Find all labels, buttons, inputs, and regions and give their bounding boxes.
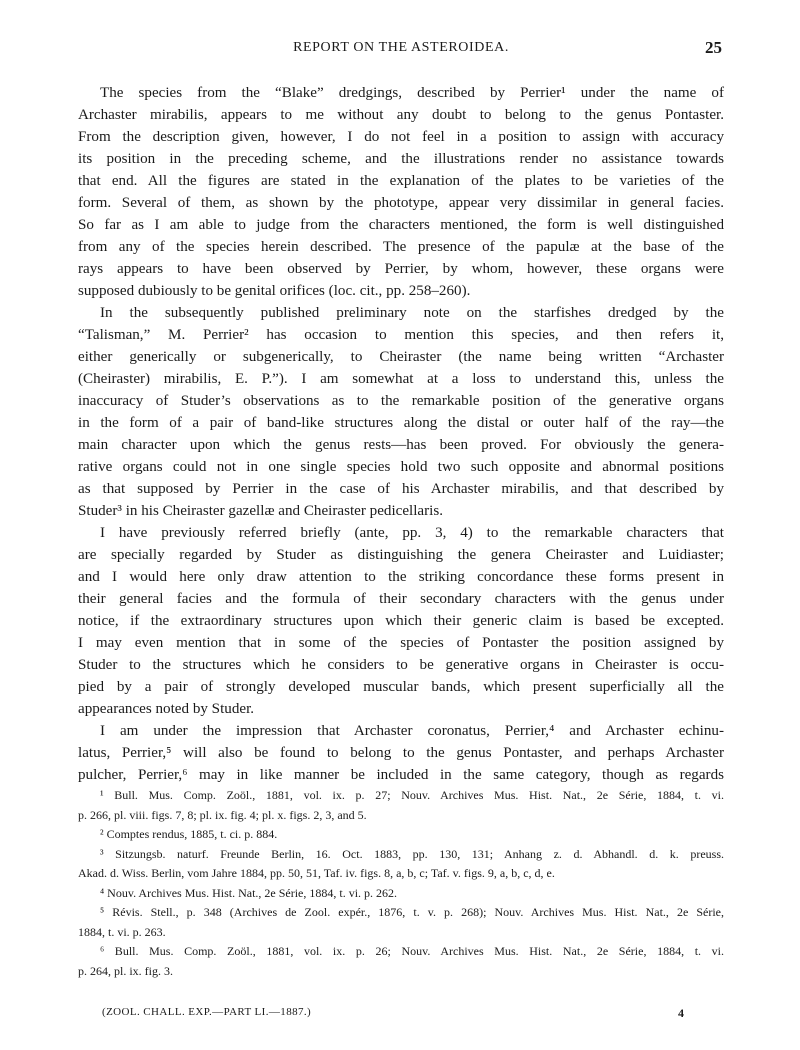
footnote-1-continued: p. 266, pl. viii. figs. 7, 8; pl. ix. fig. 4; pl. x. figs. 2, 3, and 5. (78, 807, 367, 822)
footnote-6-continued: p. 264, pl. ix. fig. 3. (78, 963, 173, 978)
text-line: The species from the “Blake” dredgings, described by Perrier¹ under the name of (100, 85, 724, 101)
page-header (78, 40, 724, 64)
text-line: that end. All the figures are stated in the explanation of the plates to be varieties of the (78, 173, 724, 189)
text-line: So far as I am able to judge from the characters mentioned, the form is well distinguished (78, 217, 724, 233)
running-head: REPORT ON THE ASTEROIDEA. (293, 40, 509, 55)
text-line: pied by a pair of strongly developed muscular bands, which present superficially all the (78, 679, 724, 695)
text-line: I have previously referred briefly (ante, pp. 3, 4) to the remarkable characters that (100, 525, 724, 541)
text-line: Studer³ in his Cheiraster gazellæ and Cheiraster pedicellaris. (78, 503, 443, 519)
footnote-2: ² Comptes rendus, 1885, t. ci. p. 884. (100, 827, 278, 841)
footnote-1: ¹ Bull. Mus. Comp. Zoöl., 1881, vol. ix. p. 27; Nouv. Archives Mus. Hist. Nat., 2e Série, 1884, t. vi. (100, 788, 724, 802)
text-line: latus, Perrier,⁵ will also be found to belong to the genus Pontaster, and perhaps Archaster (78, 745, 724, 761)
text-line: appearances noted by Studer. (78, 701, 255, 717)
text-line: From the description given, however, I do not feel in a position to assign with accuracy (78, 129, 724, 145)
page-number: 25 (705, 38, 722, 57)
text-line: in the form of a pair of band-like structures along the distal or outer half of the ray—the (78, 415, 724, 431)
text-line: (Cheiraster) mirabilis, E. P.”). I am somewhat at a loss to understand this, unless the (78, 371, 724, 387)
footnote-3-continued: Akad. d. Wiss. Berlin, vom Jahre 1884, pp. 50, 51, Taf. iv. figs. 8, a, b, c; Taf. v. figs. 9, a, b, c, d, e. (78, 866, 555, 880)
text-line: I am under the impression that Archaster coronatus, Perrier,⁴ and Archaster echinu- (100, 723, 724, 739)
paragraph (78, 720, 724, 786)
text-line: are specially regarded by Studer as distinguishing the genera Cheiraster and Luidiaster; (78, 547, 724, 563)
text-line: and I would here only draw attention to the striking concordance these forms present in (78, 569, 724, 585)
body-text (78, 82, 724, 786)
paragraph (78, 82, 724, 302)
footnotes (78, 786, 724, 981)
text-line: form. Several of them, as shown by the phototype, appear very dissimilar in general facies. (78, 195, 724, 211)
page-footer (102, 1006, 724, 1024)
text-line: Studer to the structures which he considers to be generative organs in Cheiraster is occu- (78, 657, 724, 673)
text-line: Archaster mirabilis, appears to me without any doubt to belong to the genus Pontaster. (78, 107, 724, 123)
text-line: supposed dubiously to be genital orifices (loc. cit., pp. 258–260). (78, 283, 471, 299)
text-line: inaccuracy of Studer’s observations as to the remarkable position of the generative organs (78, 393, 724, 409)
text-line: pulcher, Perrier,⁶ may in like manner be included in the same category, though as regards (78, 767, 724, 783)
footnote-4: ⁴ Nouv. Archives Mus. Hist. Nat., 2e Série, 1884, t. vi. p. 262. (100, 885, 398, 900)
footnote-6: ⁶ Bull. Mus. Comp. Zoöl., 1881, vol. ix. p. 26; Nouv. Archives Mus. Hist. Nat., 2e Série, 1884, t. vi. (100, 944, 724, 958)
text-line: their general facies and the formula of their secondary characters with the genus under (78, 591, 724, 607)
text-line: I may even mention that in some of the species of Pontaster the position assigned by (78, 635, 724, 651)
footnote-5-continued: 1884, t. vi. p. 263. (78, 924, 166, 939)
signature-mark: 4 (678, 1006, 684, 1020)
text-line: “Talisman,” M. Perrier² has occasion to mention this species, and then refers it, (78, 327, 724, 343)
text-line: as that supposed by Perrier in the case of his Archaster mirabilis, and that described by (78, 481, 724, 497)
text-line: rays appears to have been observed by Perrier, by whom, however, these organs were (78, 261, 724, 277)
footnote-3: ³ Sitzungsb. naturf. Freunde Berlin, 16. Oct. 1883, pp. 130, 131; Anhang z. d. Abhandl. d. k. preuss. (100, 846, 724, 861)
text-line: In the subsequently published preliminary note on the starfishes dredged by the (100, 305, 724, 321)
text-line: main character upon which the genus rests—has been proved. For obviously the genera- (78, 437, 724, 453)
text-line: rative organs could not in one single species hold two such opposite and abnormal positions (78, 459, 724, 475)
footnote-5: ⁵ Révis. Stell., p. 348 (Archives de Zool. expér., 1876, t. v. p. 268); Nouv. Archives Mus. Hist. Nat., 2e Série, (100, 905, 724, 919)
signature-line: (ZOOL. CHALL. EXP.—PART LI.—1887.) (102, 1006, 312, 1018)
text-line: its position in the preceding scheme, and the illustrations render no assistance towards (78, 151, 724, 167)
paragraph (78, 302, 724, 522)
text-line: notice, if the extraordinary structures upon which their generic claim is based be excepted. (78, 613, 724, 629)
text-line: from any of the species herein described. The presence of the papulæ at the base of the (78, 239, 724, 255)
paragraph (78, 522, 724, 720)
text-line: either generically or subgenerically, to Cheiraster (the name being written “Archaster (78, 349, 724, 365)
